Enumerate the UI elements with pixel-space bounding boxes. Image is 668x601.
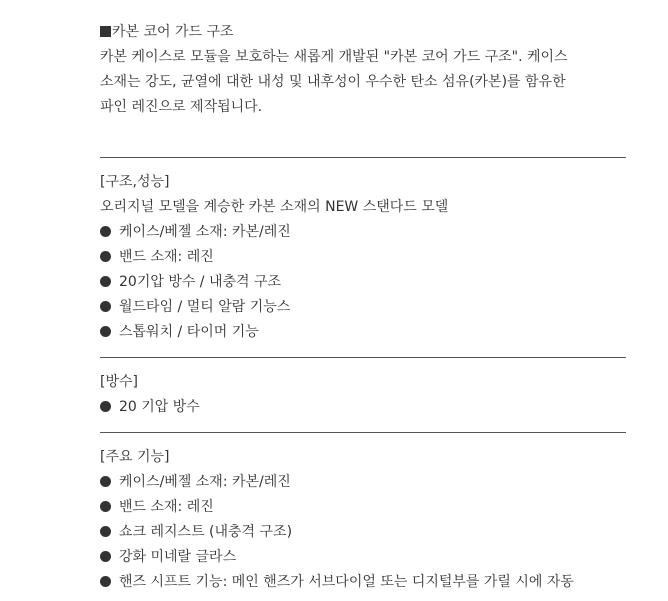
list-item xyxy=(100,245,626,270)
list-item xyxy=(100,520,626,545)
bullet-dot-icon xyxy=(100,276,111,287)
bullet-dot-icon xyxy=(100,251,111,262)
intro-paragraph-line: 카본 케이스로 모듈을 보호하는 새롭게 개발된 "카본 코어 가드 구조". 케이스 xyxy=(100,49,568,65)
bullet-dot-icon xyxy=(100,526,111,537)
list-item-text: 20기압 방수 / 내충격 구조 xyxy=(119,274,282,290)
list-item xyxy=(100,470,626,495)
bullet-dot-icon xyxy=(100,576,111,587)
list-item xyxy=(100,270,626,295)
list-item xyxy=(100,295,626,320)
section-divider xyxy=(100,420,626,445)
section-title-structure: [구조,성능] xyxy=(100,174,170,190)
bullet-dot-icon xyxy=(100,501,111,512)
list-item xyxy=(100,570,626,595)
list-item-text: 밴드 소재: 레진 xyxy=(119,249,214,265)
list-item-text: 스톱워치 / 타이머 기능 xyxy=(119,324,259,340)
section-title-waterproof: [방수] xyxy=(100,374,138,390)
bullet-dot-icon xyxy=(100,476,111,487)
list-item xyxy=(100,545,626,570)
list-item xyxy=(100,495,626,520)
list-item xyxy=(100,395,626,420)
section-intro-structure: 오리지널 모델을 계승한 카본 소재의 NEW 스탠다드 모델 xyxy=(100,199,449,215)
bullet-dot-icon xyxy=(100,226,111,237)
section-divider xyxy=(100,145,626,170)
list-item-text: 쇼크 레지스트 (내충격 구조) xyxy=(119,524,293,540)
square-bullet-icon xyxy=(100,26,111,37)
intro-paragraph-line: 파인 레진으로 제작됩니다. xyxy=(100,99,263,115)
bullet-dot-icon xyxy=(100,301,111,312)
section-divider xyxy=(100,345,626,370)
bullet-dot-icon xyxy=(100,551,111,562)
spacer xyxy=(100,120,626,145)
intro-heading xyxy=(100,20,626,45)
list-item xyxy=(100,220,626,245)
section-title-features: [주요 기능] xyxy=(100,449,170,465)
product-description xyxy=(100,20,626,595)
list-item-text: 케이스/베젤 소재: 카본/레진 xyxy=(119,474,291,490)
list-item-text: 밴드 소재: 레진 xyxy=(119,499,214,515)
list-item xyxy=(100,320,626,345)
list-item-text: 20 기압 방수 xyxy=(119,399,200,415)
list-item-text: 케이스/베젤 소재: 카본/레진 xyxy=(119,224,291,240)
list-item-text: 핸즈 시프트 기능: 메인 핸즈가 서브다이얼 또는 디지털부를 가릴 시에 자동 xyxy=(119,574,574,590)
bullet-dot-icon xyxy=(100,326,111,337)
list-item-text: 강화 미네랄 글라스 xyxy=(119,549,237,565)
bullet-dot-icon xyxy=(100,401,111,412)
intro-heading-text: 카본 코어 가드 구조 xyxy=(112,24,234,40)
list-item-text: 월드타임 / 멀티 알람 기능스 xyxy=(119,299,291,315)
intro-paragraph-line: 소재는 강도, 균열에 대한 내성 및 내후성이 우수한 탄소 섬유(카본)를 함유한 xyxy=(100,74,566,90)
